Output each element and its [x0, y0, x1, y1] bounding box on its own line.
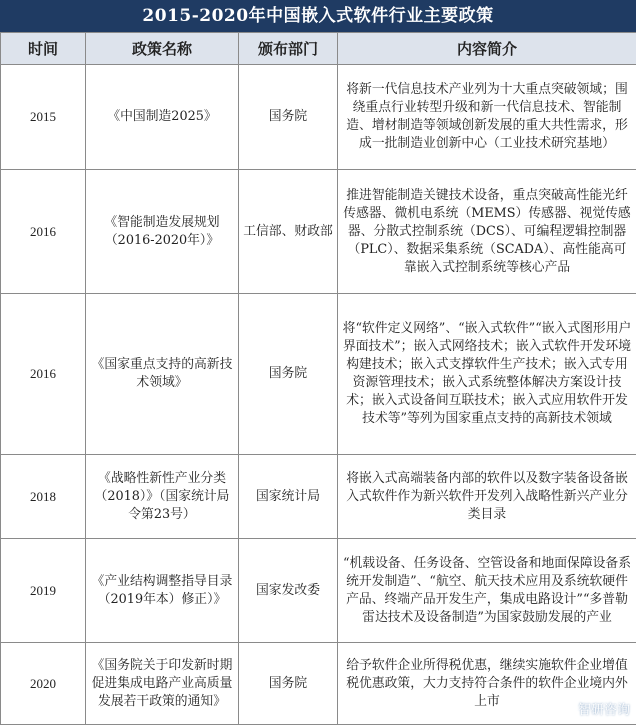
year-cell: 2016: [1, 170, 86, 294]
table-row: [1, 170, 636, 294]
year-cell: 2018: [1, 455, 86, 539]
content-cell: “机载设备、任务设备、空管设备和地面保障设备系统开发制造”、“航空、航天技术应用及系统软硬件产品、终端产品开发生产，集成电路设计”“多普勒雷达技术及设备制造”为国家鼓励发展的产业: [338, 539, 636, 643]
content-cell: 推进智能制造关键技术设备，重点突破高性能光纤传感器、微机电系统（MEMS）传感器、视觉传感器、分散式控制系统（DCS）、可编程逻辑控制器（PLC）、数据采集系统（SCADA）、高性能高可靠嵌入式控制系统等核心产品: [338, 170, 636, 294]
header-time: 时间: [1, 33, 86, 65]
year-cell: 2015: [1, 65, 86, 170]
policy-name-cell: 《国务院关于印发新时期促进集成电路产业高质量发展若干政策的通知》: [86, 643, 239, 725]
department-cell: 工信部、财政部: [239, 170, 338, 294]
year-cell: 2019: [1, 539, 86, 643]
policy-name-cell: 《中国制造2025》: [86, 65, 239, 170]
table-row: [1, 539, 636, 643]
watermark-logo-icon: [554, 701, 574, 717]
department-cell: 国务院: [239, 294, 338, 455]
policy-name-cell: 《智能制造发展规划（2016-2020年）》: [86, 170, 239, 294]
policy-name-cell: 《产业结构调整指导目录（2019年本）修正）》: [86, 539, 239, 643]
year-cell: 2016: [1, 294, 86, 455]
watermark: [554, 699, 630, 718]
table-title: 2015-2020年中国嵌入式软件行业主要政策: [0, 0, 636, 32]
content-cell: 给予软件企业所得税优惠，继续实施软件企业增值税优惠政策，大力支持符合条件的软件企业境内外上市: [338, 643, 636, 725]
content-cell: 将嵌入式高端装备内部的软件以及数字装备设备嵌入式软件作为新兴软件开发列入战略性新兴产业分类目录: [338, 455, 636, 539]
department-cell: 国务院: [239, 65, 338, 170]
policy-name-cell: 《战略性新性产业分类（2018）》（国家统计局令第23号）: [86, 455, 239, 539]
content-cell: 将“软件定义网络”、“嵌入式软件”“嵌入式图形用户界面技术”；嵌入式网络技术；嵌入式软件开发环境构建技术；嵌入式支撑软件生产技术；嵌入式专用资源管理技术；嵌入式系统整体解决方案设计技术；嵌入式设备间互联技术；嵌入式应用软件开发技术等”等列为国家重点支持的高新技术领域: [338, 294, 636, 455]
department-cell: 国务院: [239, 643, 338, 725]
table-row: [1, 294, 636, 455]
table-row: [1, 455, 636, 539]
header-department: 颁布部门: [239, 33, 338, 65]
header-policy-name: 政策名称: [86, 33, 239, 65]
policy-name-cell: 《国家重点支持的高新技术领域》: [86, 294, 239, 455]
content-cell: 将新一代信息技术产业列为十大重点突破领域；围绕重点行业转型升级和新一代信息技术、智能制造、增材制造等领域创新发展的重大共性需求，形成一批制造业创新中心（工业技术研究基地）: [338, 65, 636, 170]
table-row: [1, 643, 636, 725]
header-row: [1, 33, 636, 65]
policy-table: [0, 32, 636, 725]
year-cell: 2020: [1, 643, 86, 725]
department-cell: 国家统计局: [239, 455, 338, 539]
header-content: 内容简介: [338, 33, 636, 65]
watermark-text: 智研咨询: [578, 699, 630, 718]
department-cell: 国家发改委: [239, 539, 338, 643]
table-row: [1, 65, 636, 170]
